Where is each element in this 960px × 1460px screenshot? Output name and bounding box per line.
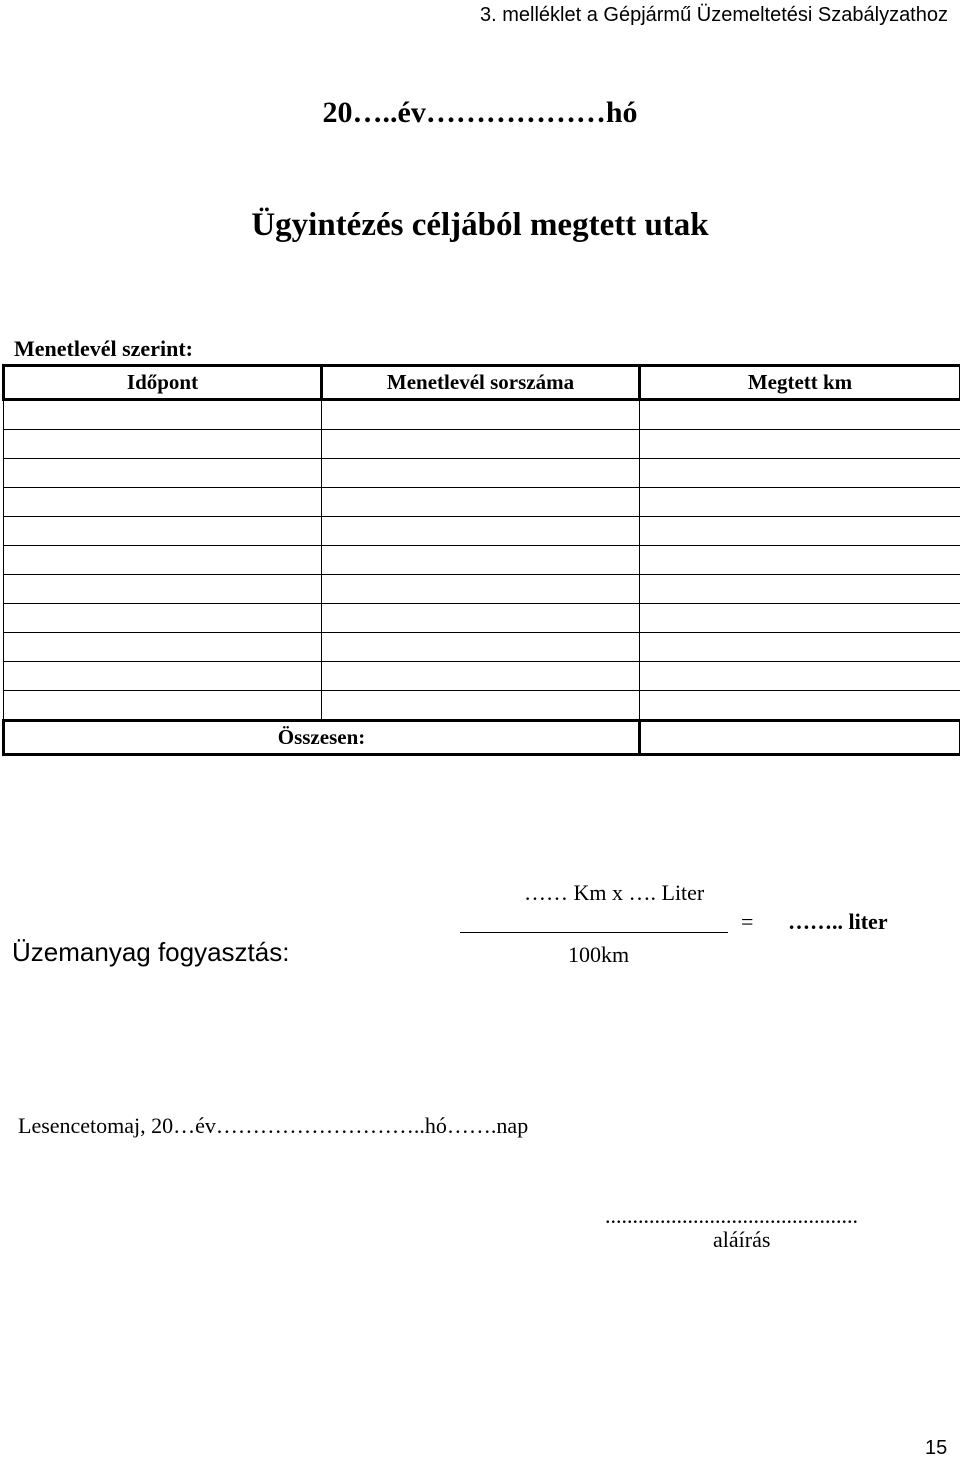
fuel-consumption-label: Üzemanyag fogyasztás: (12, 937, 290, 967)
table-header-row (4, 366, 960, 400)
date-cell[interactable] (4, 575, 322, 604)
page-number: 15 (925, 1437, 948, 1459)
fraction-line (460, 932, 728, 933)
column-header-date: Időpont (4, 366, 322, 400)
date-cell[interactable] (4, 488, 322, 517)
logbook-number-cell[interactable] (322, 517, 640, 546)
logbook-number-cell[interactable] (322, 430, 640, 459)
table-row (4, 546, 960, 575)
distance-cell[interactable] (640, 459, 960, 488)
table-row (4, 400, 960, 430)
total-value-cell[interactable] (640, 721, 960, 755)
trips-table-container (2, 364, 959, 756)
distance-cell[interactable] (640, 633, 960, 662)
date-cell[interactable] (4, 633, 322, 662)
table-row (4, 488, 960, 517)
table-body (4, 400, 960, 721)
date-cell[interactable] (4, 691, 322, 721)
equals-sign: = (741, 909, 754, 934)
date-cell[interactable] (4, 662, 322, 691)
table-row (4, 575, 960, 604)
annex-note: 3. melléklet a Gépjármű Üzemeltetési Szabályzathoz (480, 4, 948, 26)
table-row (4, 459, 960, 488)
column-header-logbook-number: Menetlevél sorszáma (322, 366, 640, 400)
date-cell[interactable] (4, 546, 322, 575)
logbook-number-cell[interactable] (322, 604, 640, 633)
date-cell[interactable] (4, 517, 322, 546)
total-label: Összesen: (4, 721, 640, 755)
distance-cell[interactable] (640, 517, 960, 546)
logbook-number-cell[interactable] (322, 691, 640, 721)
logbook-number-cell[interactable] (322, 488, 640, 517)
trips-table (2, 364, 960, 756)
distance-cell[interactable] (640, 575, 960, 604)
distance-cell[interactable] (640, 691, 960, 721)
fuel-result: …….. liter (788, 909, 888, 934)
distance-cell[interactable] (640, 400, 960, 430)
table-row (4, 604, 960, 633)
distance-cell[interactable] (640, 546, 960, 575)
signature-label: aláírás (713, 1227, 771, 1252)
distance-cell[interactable] (640, 488, 960, 517)
date-cell[interactable] (4, 459, 322, 488)
logbook-number-cell[interactable] (322, 575, 640, 604)
place-date-line: Lesencetomaj, 20…év………………………..hó…….nap (18, 1113, 529, 1138)
distance-cell[interactable] (640, 604, 960, 633)
distance-cell[interactable] (640, 662, 960, 691)
period-line: 20…..év………………hó (322, 96, 638, 129)
date-cell[interactable] (4, 430, 322, 459)
total-row (4, 721, 960, 755)
table-row (4, 517, 960, 546)
logbook-number-cell[interactable] (322, 459, 640, 488)
logbook-number-cell[interactable] (322, 633, 640, 662)
logbook-number-cell[interactable] (322, 400, 640, 430)
date-cell[interactable] (4, 400, 322, 430)
logbook-number-cell[interactable] (322, 662, 640, 691)
table-row (4, 662, 960, 691)
table-row (4, 430, 960, 459)
table-row (4, 633, 960, 662)
formula-denominator: 100km (568, 942, 630, 967)
distance-cell[interactable] (640, 430, 960, 459)
formula-numerator: …… Km x …. Liter (524, 880, 705, 905)
signature-line: .............................................. (605, 1203, 858, 1228)
date-cell[interactable] (4, 604, 322, 633)
logbook-number-cell[interactable] (322, 546, 640, 575)
column-header-distance: Megtett km (640, 366, 960, 400)
page-title: Ügyintézés céljából megtett utak (251, 207, 709, 243)
table-row (4, 691, 960, 721)
table-caption: Menetlevél szerint: (14, 336, 193, 361)
